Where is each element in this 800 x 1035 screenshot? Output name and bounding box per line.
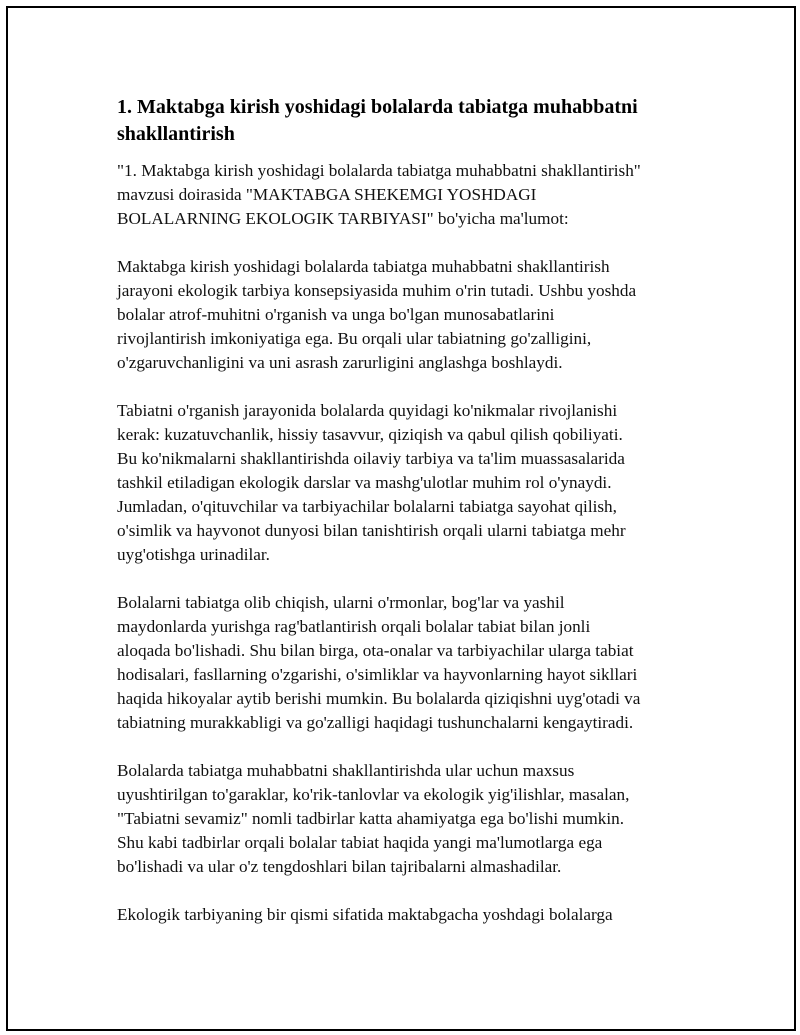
- paragraph-line: Bolalarni tabiatga olib chiqish, ularni o'rmonlar, bog'lar va yashil: [117, 593, 565, 612]
- document-body: [117, 94, 697, 951]
- paragraph-line: jarayoni ekologik tarbiya konsepsiyasida muhim o'rin tutadi. Ushbu yoshda: [117, 281, 637, 300]
- paragraph-line: tashkil etiladigan ekologik darslar va mashg'ulotlar muhim rol o'ynaydi.: [117, 473, 612, 492]
- paragraph-line: Jumladan, o'qituvchilar va tarbiyachilar bolalarni tabiatga sayohat qilish,: [117, 497, 617, 516]
- paragraph-5: [117, 759, 697, 879]
- title-line: 1. Maktabga kirish yoshidagi bolalarda tabiatga muhabbatni: [117, 96, 638, 118]
- paragraph-line: o'simlik va hayvonot dunyosi bilan tanishtirish orqali ularni tabiatga mehr: [117, 521, 626, 540]
- paragraph-line: uyg'otishga urinadilar.: [117, 545, 270, 564]
- paragraph-line: tabiatning murakkabligi va go'zalligi haqidagi tushunchalarni kengaytiradi.: [117, 713, 634, 732]
- paragraph-line: "Tabiatni sevamiz" nomli tadbirlar katta ahamiyatga ega bo'lishi mumkin.: [117, 809, 625, 828]
- title-line: shakllantirish: [117, 123, 235, 145]
- paragraph-line: Bu ko'nikmalarni shakllantirishda oilaviy tarbiya va ta'lim muassasalarida: [117, 449, 625, 468]
- paragraph-line: aloqada bo'lishadi. Shu bilan birga, ota-onalar va tarbiyachilar ularga tabiat: [117, 641, 634, 660]
- paragraph-line: rivojlantirish imkoniyatiga ega. Bu orqali ular tabiatning go'zalligini,: [117, 329, 592, 348]
- paragraph-line: hodisalari, fasllarning o'zgarishi, o'simliklar va hayvonlarning hayot sikllari: [117, 665, 638, 684]
- paragraph-line: uyushtirilgan to'garaklar, ko'rik-tanlovlar va ekologik yig'ilishlar, masalan,: [117, 785, 630, 804]
- paragraph-line: Bolalarda tabiatga muhabbatni shakllantirishda ular uchun maxsus: [117, 761, 575, 780]
- paragraph-line: o'zgaruvchanligini va uni asrash zarurligini anglashga boshlaydi.: [117, 353, 563, 372]
- document-title: [117, 94, 697, 148]
- paragraph-line: maydonlarda yurishga rag'batlantirish orqali bolalar tabiat bilan jonli: [117, 617, 591, 636]
- paragraph-6: [117, 903, 697, 927]
- paragraph-line: Tabiatni o'rganish jarayonida bolalarda quyidagi ko'nikmalar rivojlanishi: [117, 401, 618, 420]
- paragraph-intro: [117, 159, 697, 231]
- paragraph-line: "1. Maktabga kirish yoshidagi bolalarda tabiatga muhabbatni shakllantirish": [117, 161, 641, 180]
- paragraph-line: haqida hikoyalar aytib berishi mumkin. Bu bolalarda qiziqishni uyg'otadi va: [117, 689, 641, 708]
- paragraph-line: mavzusi doirasida "MAKTABGA SHEKEMGI YOSHDAGI: [117, 185, 537, 204]
- paragraph-line: Shu kabi tadbirlar orqali bolalar tabiat haqida yangi ma'lumotlarga ega: [117, 833, 603, 852]
- paragraph-2: [117, 255, 697, 375]
- paragraph-line: bolalar atrof-muhitni o'rganish va unga bo'lgan munosabatlarini: [117, 305, 555, 324]
- paragraph-4: [117, 591, 697, 735]
- paragraph-line: kerak: kuzatuvchanlik, hissiy tasavvur, qiziqish va qabul qilish qobiliyati.: [117, 425, 623, 444]
- paragraph-line: bo'lishadi va ular o'z tengdoshlari bilan tajribalarni almashadilar.: [117, 857, 562, 876]
- paragraph-line: BOLALARNING EKOLOGIK TARBIYASI" bo'yicha ma'lumot:: [117, 209, 569, 228]
- paragraph-line: Maktabga kirish yoshidagi bolalarda tabiatga muhabbatni shakllantirish: [117, 257, 610, 276]
- paragraph-line: Ekologik tarbiyaning bir qismi sifatida maktabgacha yoshdagi bolalarga: [117, 905, 613, 924]
- paragraph-3: [117, 399, 697, 567]
